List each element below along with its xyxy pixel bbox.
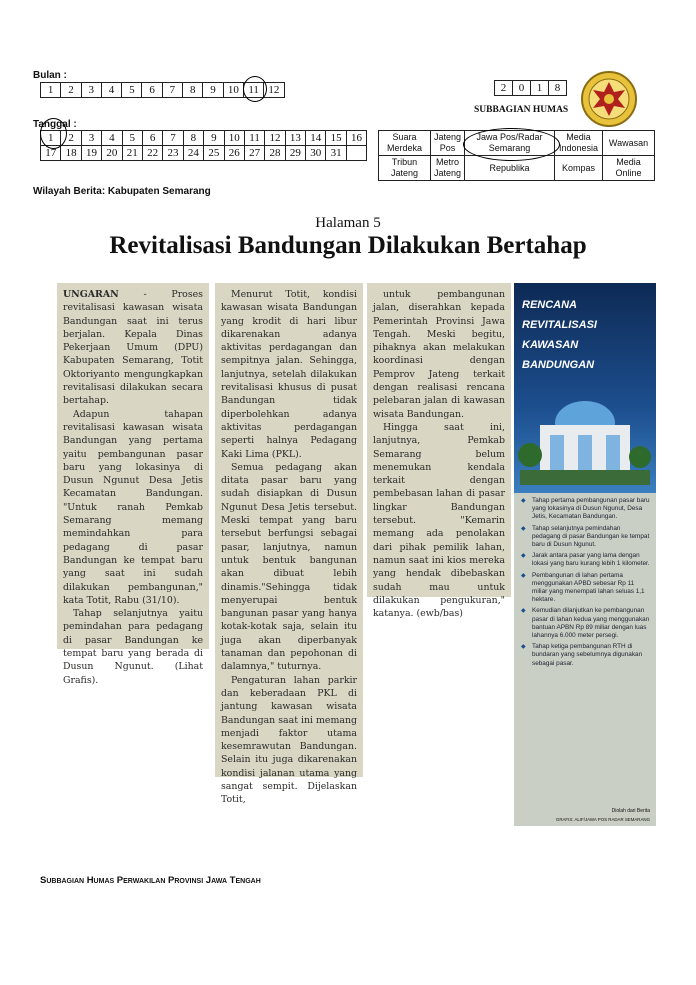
- footer: Subbagian Humas Perwakilan Provinsi Jawa Tengah: [40, 875, 261, 886]
- article-column-2: [215, 283, 363, 806]
- month-cell: 4: [101, 83, 121, 98]
- article-column-1: [57, 283, 209, 686]
- info-graphic-list: [514, 493, 656, 668]
- article-paragraph: [63, 288, 203, 408]
- month-cell: 2: [61, 83, 81, 98]
- selected-month-circle: [243, 76, 267, 102]
- date-cell: 7: [163, 131, 183, 146]
- date-cell: 26: [224, 146, 244, 161]
- paragraph-text: untuk pembangunan jalan, diserahkan kepada Pemerintah Provinsi Jawa Tengah. Meski begitu, pihaknya akan melakukan koordinasi dengan Pemprov Jateng terkait dengan realisasi rencana pelebaran jalan di kawasan wisata Bandungan.: [373, 289, 505, 420]
- month-cell: 6: [142, 83, 162, 98]
- media-cell: Suara Merdeka: [379, 131, 431, 156]
- date-cell: 13: [285, 131, 305, 146]
- dateline: UNGARAN: [63, 289, 119, 300]
- month-cell: 10: [223, 83, 243, 98]
- media-cell: Media Online: [603, 156, 655, 181]
- media-cell: Media Indonesia: [555, 131, 603, 156]
- year-grid: [494, 80, 567, 96]
- article-paragraph: [63, 408, 203, 607]
- month-cell: 7: [162, 83, 182, 98]
- date-cell: 19: [81, 146, 101, 161]
- info-graphic-item: ◆ Kemudian dilanjutkan ke pembangunan pasar di lahan kedua yang menggunakan bantuan APBN Rp 89 miliar dengan luas lahannya 6.000 meter persegi.: [520, 607, 650, 640]
- bulan-label: Bulan :: [33, 70, 67, 81]
- article-paragraph: [221, 674, 357, 807]
- date-grid: [40, 130, 367, 161]
- month-cell: 9: [203, 83, 223, 98]
- date-cell: 11: [244, 131, 264, 146]
- month-cell: 8: [183, 83, 203, 98]
- date-cell: 3: [81, 131, 101, 146]
- media-cell: Wawasan: [603, 131, 655, 156]
- date-cell: 20: [102, 146, 122, 161]
- article-paragraph: [373, 421, 505, 620]
- date-cell: [346, 146, 366, 161]
- info-graphic-item: ◆ Tahap ketiga pembangunan RTH di bundaran yang sebelumnya digunakan sebagai pasar.: [520, 643, 650, 668]
- date-cell: 14: [306, 131, 326, 146]
- paragraph-text: - Proses revitalisasi kawasan wisata Bandungan saat ini terus berjalan. Kepala Dinas Pekerjaan Umum (DPU) Kabupaten Semarang, Totit Oktoriyanto mengungkapkan revitalisasi dilakukan secara bertahap.: [63, 289, 203, 407]
- article-paragraph: [221, 288, 357, 461]
- date-cell: 25: [204, 146, 224, 161]
- date-cell: 18: [61, 146, 81, 161]
- tanggal-label: Tanggal :: [33, 119, 77, 130]
- date-cell: 24: [183, 146, 203, 161]
- date-cell: 15: [326, 131, 346, 146]
- month-cell: 3: [81, 83, 101, 98]
- month-cell: 12: [264, 83, 284, 98]
- paragraph-text: Tahap selanjutnya yaitu pemindahan para pedagang di pasar Bandungan ke tempat baru yang berada di Dusun Ngunut. (Lihat Grafis).: [63, 608, 203, 686]
- info-graphic-item: ◆ Tahap pertama pembangunan pasar baru yang lokasinya di Dusun Ngunut, Desa Jetis, Kecamatan Bandungan.: [520, 497, 650, 522]
- media-cell: Jawa Pos/Radar Semarang: [465, 131, 555, 156]
- paragraph-text: Semua pedagang akan ditata pasar baru yang sudah disiapkan di Dusun Ngunut Desa Jetis tersebut. Meski tempat yang baru tersebut berfungsi sebagai pasar, lanjutnya, namun untuk bentuk bangunan akan dibuat lebih dinamis."Sehingga tidak menyerupai bentuk bangunan pasar yang hanya kotak-kotak saja, selain itu juga akan diperbanyak tanaman dan pepohonan di dalamnya," tuturnya.: [221, 461, 357, 673]
- article-column-3: [367, 283, 511, 620]
- headline: Revitalisasi Bandungan Dilakukan Bertahap: [109, 232, 587, 259]
- paragraph-text: Adapun tahapan revitalisasi kawasan wisata Bandungan yang pertama yaitu pembangunan pasar baru yang lokasinya di Dusun Ngunut Desa Jetis Kecamatan Bandungan. "Untuk ranah Pemkab Semarang memang memindahkan para pedagang di pasar Bandungan ke tempat baru yang saat ini sudah dilakukan pembangunan," kata Totit, Rabu (31/10).: [63, 408, 203, 606]
- date-cell: 30: [306, 146, 326, 161]
- garuda-emblem-icon: [578, 70, 640, 128]
- info-graphic-header: [514, 283, 656, 493]
- year-digit-cell: 0: [513, 81, 531, 96]
- paragraph-text: Hingga saat ini, lanjutnya, Pemkab Semarang belum menemukan kendala terkait dengan pembebasan lahan di pasar lingkar Bandungan tersebut. "Kemarin memang ada penolakan dari pihak pemilik lahan, namun saat ini kios mereka yang hendak dibebaskan sudah mau untuk dilakukan pengukuran," katanya. (ewb/bas): [373, 421, 505, 620]
- date-cell: 21: [122, 146, 142, 161]
- date-cell: 23: [163, 146, 183, 161]
- info-graphic: [514, 283, 656, 826]
- article-paragraph: [373, 288, 505, 421]
- selected-date-circle: [40, 118, 67, 149]
- date-cell: 27: [244, 146, 264, 161]
- month-cell: 5: [122, 83, 142, 98]
- market-building-illustration: [520, 375, 650, 485]
- article-paragraph: [221, 461, 357, 674]
- date-cell: 22: [142, 146, 162, 161]
- month-cell: 11: [243, 83, 263, 98]
- date-cell: 28: [265, 146, 285, 161]
- article-paragraph: [63, 607, 203, 687]
- info-graphic-item: ◆ Tahap selanjutnya pemindahan pedagang di pasar Bandungan ke tempat baru di Dusun Ngunut.: [520, 525, 650, 550]
- date-cell: 17: [41, 146, 61, 161]
- info-graphic-item: ◆ Jarak antara pasar yang lama dengan lokasi yang baru kurang lebih 1 kilometer.: [520, 552, 650, 568]
- year-digit-cell: 2: [495, 81, 513, 96]
- agency-name: SUBBAGIAN HUMAS: [474, 105, 569, 115]
- date-cell: 12: [265, 131, 285, 146]
- media-cell: Kompas: [555, 156, 603, 181]
- info-graphic-item: ◆ Pembangunan di lahan pertama menggunakan APBD sebesar Rp 11 miliar yang menempati lahan seluas 1,1 hektare.: [520, 572, 650, 605]
- date-cell: 16: [346, 131, 366, 146]
- date-cell: 29: [285, 146, 305, 161]
- date-cell: 10: [224, 131, 244, 146]
- info-graphic-credit: Diolah dari Berita: [611, 808, 650, 814]
- date-cell: 6: [142, 131, 162, 146]
- page-number: Halaman 5: [315, 215, 381, 231]
- date-cell: 8: [183, 131, 203, 146]
- year-digit-cell: 8: [549, 81, 567, 96]
- selected-media-circle: [463, 128, 560, 161]
- date-cell: 9: [204, 131, 224, 146]
- date-cell: 31: [326, 146, 346, 161]
- media-cell: Republika: [465, 156, 555, 181]
- year-digit-cell: 1: [531, 81, 549, 96]
- paragraph-text: Pengaturan lahan parkir dan keberadaan PKL di jantung kawasan wisata Bandungan saat ini memang menjadi faktor utama kesemrawutan Bandungan. Selain itu juga dikarenakan kondisi jalanan utama yang sangat sempit. Dijelaskan Totit,: [221, 674, 357, 806]
- month-cell: 1: [41, 83, 61, 98]
- paragraph-text: Menurut Totit, kondisi kawasan wisata Bandungan yang krodit di hari libur dikarenakan adanya aktivitas perdagangan dan sempitnya jalan. Sehingga, lanjutnya, setelah dilakukan revitalisasi khusus di pusat Bandungan tidak diperbolehkan adanya aktivitas perdagangan seperti halnya Pedagang Kaki Lima (PKL).: [221, 289, 357, 460]
- date-cell: 4: [102, 131, 122, 146]
- date-cell: 5: [122, 131, 142, 146]
- media-cell: Metro Jateng: [431, 156, 465, 181]
- date-cell: 2: [61, 131, 81, 146]
- media-cell: Tribun Jateng: [379, 156, 431, 181]
- media-cell: Jateng Pos: [431, 131, 465, 156]
- info-graphic-graphic-credit: GRAFIS: ALIF/JAWA POS RADAR SEMARANG: [555, 817, 650, 822]
- date-cell: 1: [41, 131, 61, 146]
- wilayah-label: Wilayah Berita: Kabupaten Semarang: [33, 186, 211, 197]
- info-graphic-title: RENCANA REVITALISASI KAWASAN BANDUNGAN: [522, 299, 597, 371]
